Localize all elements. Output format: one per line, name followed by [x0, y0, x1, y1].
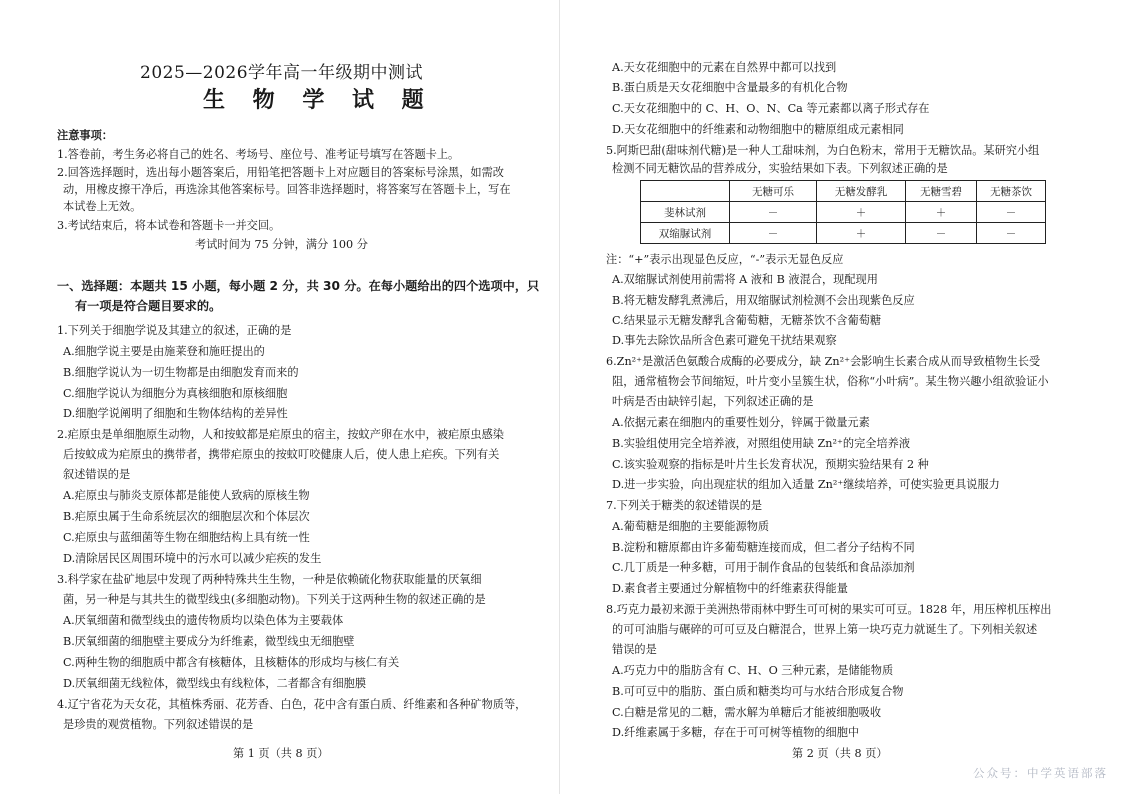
option: A.厌氧细菌和微型线虫的遗传物质均以染色体为主要载体 [63, 614, 344, 627]
option: C.结果显示无糖发酵乳含葡萄糖，无糖茶饮不含葡萄糖 [612, 314, 882, 327]
question-stem: 8.巧克力最初来源于美洲热带雨林中野生可可树的果实可可豆。1828 年，用压榨机压榨出 [606, 603, 1052, 616]
notice-line: 2.回答选择题时，选出每小题答案后，用铅笔把答题卡上对应题目的答案标号涂黑，如需改 [57, 166, 504, 179]
table-cell: 斐林试剂 [641, 202, 730, 223]
page-1 [0, 0, 560, 794]
time-line: 考试时间为 75 分钟，满分 100 分 [195, 238, 368, 251]
option: D.厌氧细菌无线粒体，微型线虫有线粒体，二者都含有细胞膜 [63, 677, 367, 690]
experiment-table [640, 180, 1046, 244]
option: A.疟原虫与肺炎支原体都是能使人致病的原核生物 [63, 489, 310, 502]
option: A.巧克力中的脂肪含有 C、H、O 三种元素，是储能物质 [612, 664, 894, 677]
question-stem: 是珍贵的观赏植物。下列叙述错误的是 [63, 718, 254, 731]
option: A.依据元素在细胞内的重要性划分，锌属于微量元素 [612, 416, 870, 429]
question-stem: 的可可油脂与碾碎的可可豆及白糖混合，世界上第一块巧克力就诞生了。下列相关叙述 [612, 623, 1038, 636]
table-cell: ＋ [817, 202, 906, 223]
table-row [641, 202, 1046, 223]
notice-line: 动，用橡皮擦干净后，再选涂其他答案标号。回答非选择题时，将答案写在答题卡上，写在 [63, 183, 511, 196]
table-cell: － [977, 202, 1046, 223]
option: A.葡萄糖是细胞的主要能源物质 [612, 520, 770, 533]
question-stem: 6.Zn²⁺是激活色氨酸合成酶的必要成分，缺 Zn²⁺会影响生长素合成从而导致植物生长受 [606, 355, 1041, 368]
question-stem: 叙述错误的是 [63, 468, 131, 481]
option: A.天女花细胞中的元素在自然界中都可以找到 [612, 61, 837, 74]
section-title: 一、选择题：本题共 15 小题，每小题 2 分，共 30 分。在每小题给出的四个选项中，只 [57, 279, 540, 293]
option: B.厌氧细菌的细胞壁主要成分为纤维素，微型线虫无细胞壁 [63, 635, 355, 648]
table-cell: 双缩脲试剂 [641, 223, 730, 244]
question-stem: 4.辽宁省花为天女花，其植株秀丽、花芳香、白色，花中含有蛋白质、纤维素和各种矿物质等， [57, 698, 527, 711]
table-header-cell [641, 181, 730, 202]
page-2 [560, 0, 1123, 794]
option: B.细胞学说认为一切生物都是由细胞发育而来的 [63, 366, 299, 379]
option: D.细胞学说阐明了细胞和生物体结构的差异性 [63, 407, 288, 420]
question-stem: 3.科学家在盐矿地层中发现了两种特殊共生生物，一种是依赖硫化物获取能量的厌氧细 [57, 573, 482, 586]
subject-title: 生 物 学 试 题 [203, 88, 434, 113]
question-stem: 2.疟原虫是单细胞原生动物，人和按蚊都是疟原虫的宿主，按蚊产卵在水中，被疟原虫感染 [57, 428, 504, 441]
question-stem: 检测不同无糖饮品的营养成分，实验结果如下表。下列叙述正确的是 [612, 162, 948, 175]
option: C.该实验观察的指标是叶片生长发育状况，预期实验结果有 2 种 [612, 458, 929, 471]
option: D.素食者主要通过分解植物中的纤维素获得能量 [612, 582, 848, 595]
question-stem: 叶病是否由缺锌引起，下列叙述正确的是 [612, 395, 814, 408]
option: D.事先去除饮品所含色素可避免干扰结果观察 [612, 334, 837, 347]
question-stem: 菌，另一种是与其共生的微型线虫(多细胞动物)。下列关于这两种生物的叙述正确的是 [63, 593, 486, 606]
option: D.天女花细胞中的纤维素和动物细胞中的糖原组成元素相同 [612, 123, 904, 136]
option: C.白糖是常见的二糖，需水解为单糖后才能被细胞吸收 [612, 706, 882, 719]
page-footer: 第 2 页（共 8 页） [792, 747, 888, 760]
table-header-row [641, 181, 1046, 202]
option: B.实验组使用完全培养液，对照组使用缺 Zn²⁺的完全培养液 [612, 437, 911, 450]
option: C.几丁质是一种多糖，可用于制作食品的包装纸和食品添加剂 [612, 561, 915, 574]
table-cell: － [906, 223, 977, 244]
table-header-cell: 无糖发酵乳 [817, 181, 906, 202]
table-row [641, 223, 1046, 244]
option: B.蛋白质是天女花细胞中含量最多的有机化合物 [612, 81, 848, 94]
question-stem: 阻，通常植物会节间缩短，叶片变小呈簇生状，俗称“小叶病”。某生物兴趣小组欲验证小 [612, 375, 1049, 388]
section-title: 有一项是符合题目要求的。 [75, 299, 222, 313]
notice-heading: 注意事项： [57, 128, 113, 142]
table-cell: － [730, 202, 817, 223]
table-cell: ＋ [817, 223, 906, 244]
watermark-text: 公众号：中学英语部落 [973, 766, 1108, 780]
option: C.疟原虫与蓝细菌等生物在细胞结构上具有统一性 [63, 531, 310, 544]
question-stem: 错误的是 [612, 643, 657, 656]
option: A.细胞学说主要是由施莱登和施旺提出的 [63, 345, 265, 358]
option: C.细胞学说认为细胞分为真核细胞和原核细胞 [63, 387, 288, 400]
option: B.淀粉和糖原都由许多葡萄糖连接而成，但二者分子结构不同 [612, 541, 915, 554]
option: D.清除居民区周围环境中的污水可以减少疟疾的发生 [63, 552, 322, 565]
notice-line: 3.考试结束后，将本试卷和答题卡一并交回。 [57, 219, 281, 232]
question-stem: 1.下列关于细胞学说及其建立的叙述，正确的是 [57, 324, 292, 337]
option: B.可可豆中的脂肪、蛋白质和糖类均可与水结合形成复合物 [612, 685, 904, 698]
question-stem: 7.下列关于糖类的叙述错误的是 [606, 499, 763, 512]
table-header-cell: 无糖可乐 [730, 181, 817, 202]
table-header-cell: 无糖茶饮 [977, 181, 1046, 202]
table-note: 注：“+”表示出现显色反应，“-”表示无显色反应 [606, 253, 844, 266]
table-cell: － [730, 223, 817, 244]
page-footer: 第 1 页（共 8 页） [233, 747, 329, 760]
table-cell: ＋ [906, 202, 977, 223]
option: C.天女花细胞中的 C、H、O、N、Ca 等元素都以离子形式存在 [612, 102, 930, 115]
exam-title: 2025—2026学年高一年级期中测试 [140, 63, 424, 83]
option: D.进一步实验，向出现症状的组加入适量 Zn²⁺继续培养，可使实验更具说服力 [612, 478, 1000, 491]
option: D.纤维素属于多糖，存在于可可树等植物的细胞中 [612, 726, 860, 739]
option: A.双缩脲试剂使用前需将 A 液和 B 液混合，现配现用 [612, 273, 878, 286]
question-stem: 后按蚊成为疟原虫的携带者，携带疟原虫的按蚊叮咬健康人后，使人患上疟疾。下列有关 [63, 448, 500, 461]
table-header-cell: 无糖雪碧 [906, 181, 977, 202]
question-stem: 5.阿斯巴甜(甜味剂代糖)是一种人工甜味剂，为白色粉末，常用于无糖饮品。某研究小组 [606, 144, 1040, 157]
option: C.两种生物的细胞质中都含有核糖体，且核糖体的形成均与核仁有关 [63, 656, 400, 669]
table-cell: － [977, 223, 1046, 244]
option: B.将无糖发酵乳煮沸后，用双缩脲试剂检测不会出现紫色反应 [612, 294, 915, 307]
notice-line: 1.答卷前，考生务必将自己的姓名、考场号、座位号、准考证号填写在答题卡上。 [57, 148, 460, 161]
notice-line: 本试卷上无效。 [63, 200, 142, 213]
option: B.疟原虫属于生命系统层次的细胞层次和个体层次 [63, 510, 310, 523]
